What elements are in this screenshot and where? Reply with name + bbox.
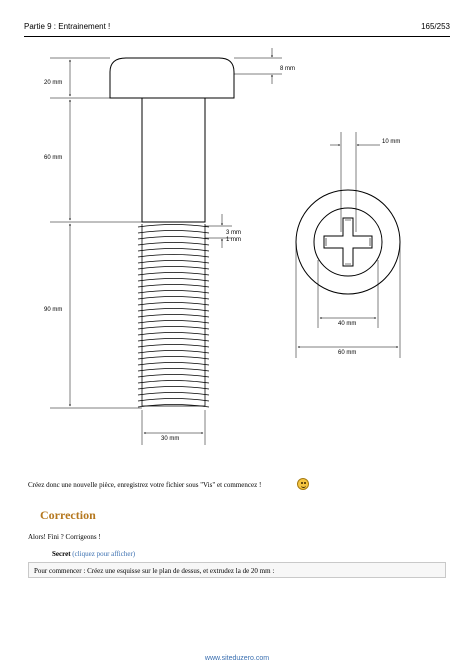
screw-head <box>110 58 234 98</box>
screw-threads <box>138 224 209 407</box>
dim-thread-1: 1 mm <box>226 237 241 243</box>
part-title: Partie 9 : Entrainement ! <box>24 22 111 31</box>
dim-head-thickness: 8 mm <box>280 66 295 72</box>
screw-shank <box>142 98 205 222</box>
footer-site-link[interactable]: www.siteduzero.com <box>204 655 270 662</box>
dim-inner-diameter: 40 mm <box>338 321 357 327</box>
dim-slot: 10 mm <box>382 139 401 145</box>
alors-text: Alors! Fini ? Corrigeons ! <box>28 533 101 541</box>
instruction-text: Créez donc une nouvelle pièce, enregistrez votre fichier sous "Vis" et commencez ! <box>28 481 262 489</box>
dim-threaded: 90 mm <box>44 307 63 313</box>
page-number: 165/253 <box>421 22 450 31</box>
dim-thread-3: 3 mm <box>226 230 241 236</box>
secret-toggle[interactable] <box>52 550 135 558</box>
show-secret-link[interactable]: (cliquez pour afficher) <box>72 550 136 558</box>
dim-outer-diameter: 60 mm <box>338 350 357 356</box>
secret-content-box <box>28 562 446 578</box>
secret-content-text: Pour commencer : Créez une esquisse sur le plan de dessus, et extrudez la de 20 mm : <box>34 567 275 575</box>
smiley-icon <box>297 478 309 490</box>
dim-head-height: 20 mm <box>44 80 63 86</box>
correction-heading: Correction <box>40 508 96 522</box>
dim-shank-width: 30 mm <box>161 436 180 442</box>
secret-label: Secret <box>52 550 71 558</box>
dim-unthreaded: 60 mm <box>44 155 63 161</box>
